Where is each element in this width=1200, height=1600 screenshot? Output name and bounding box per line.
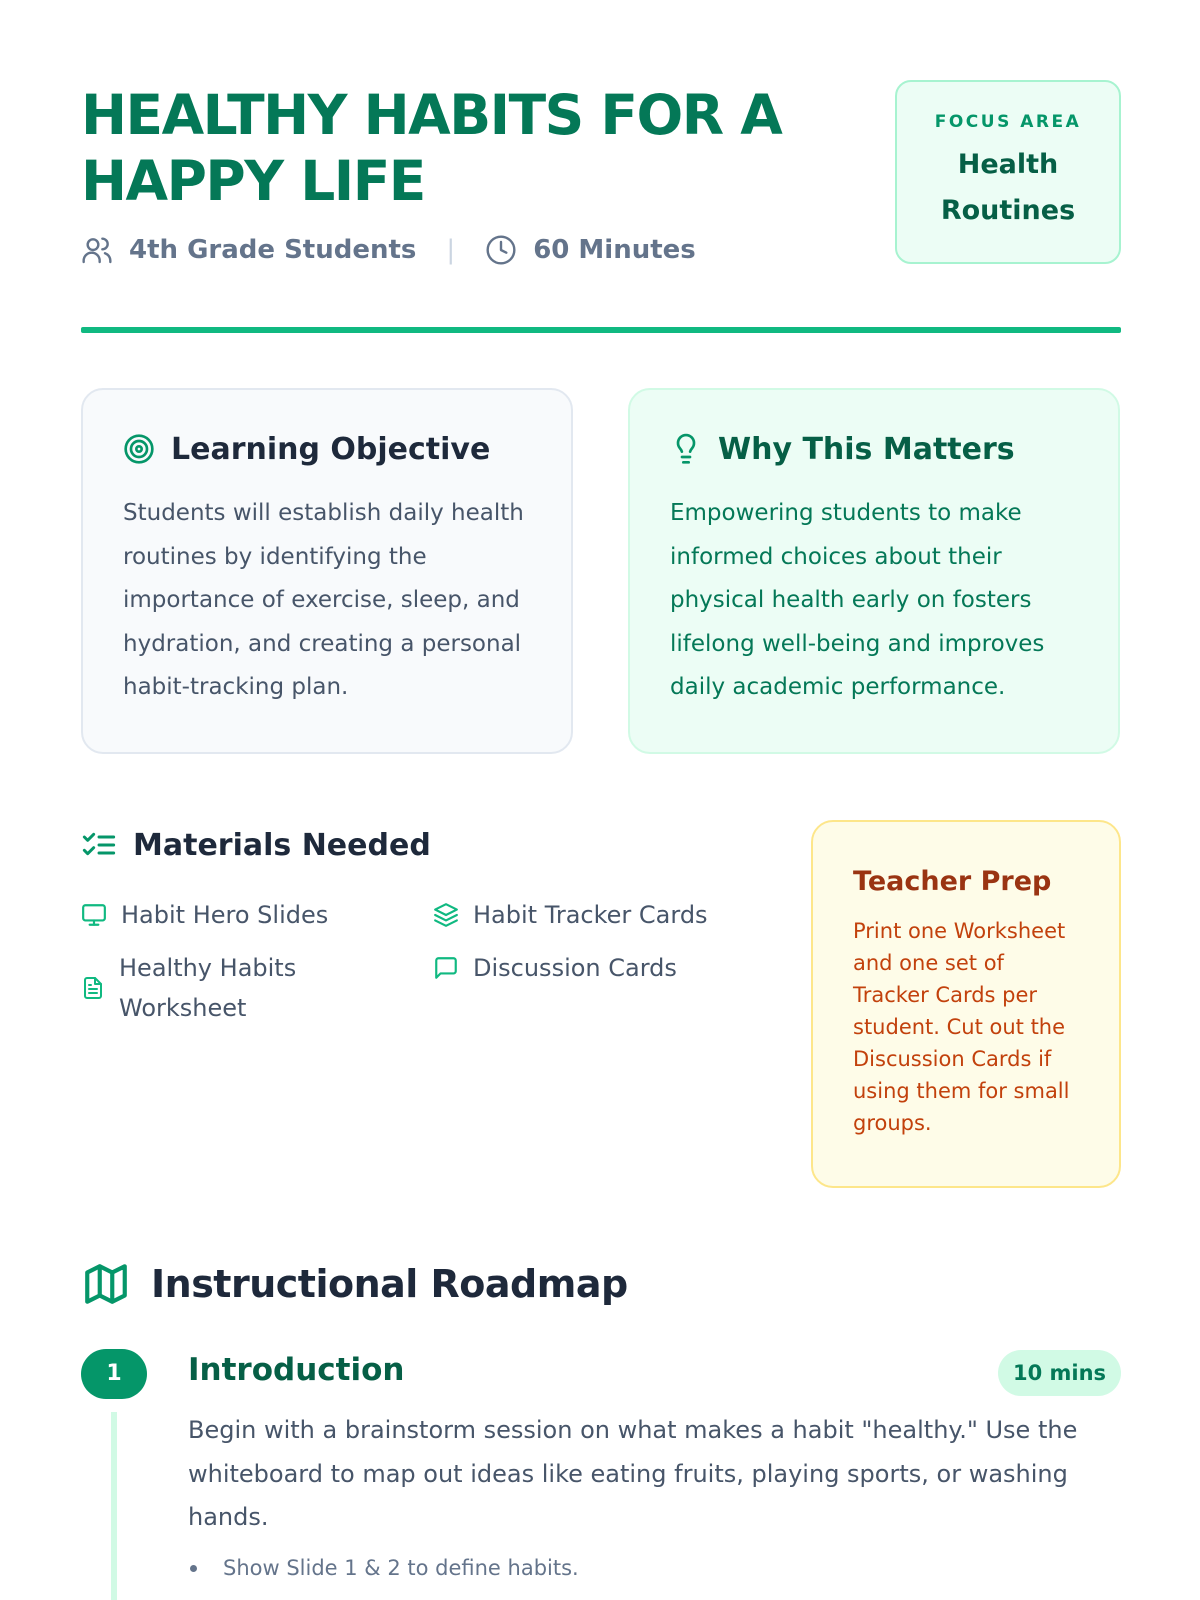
step-bullet-text: Show Slide 1 & 2 to define habits. bbox=[223, 1556, 579, 1580]
material-label: Discussion Cards bbox=[473, 954, 677, 982]
learning-objective-card bbox=[81, 388, 573, 754]
lightbulb-icon bbox=[670, 433, 702, 465]
why-this-matters-card bbox=[628, 388, 1120, 754]
timeline-line bbox=[111, 1412, 117, 1600]
learning-objective-text: Students will establish daily health routines by identifying the importance of exercise, sleep, and hydration, and creating a personal habit-tracking plan. bbox=[123, 500, 524, 700]
step-duration-badge: 10 mins bbox=[998, 1350, 1121, 1396]
duration-text: 60 Minutes bbox=[533, 235, 696, 265]
materials-header bbox=[81, 822, 431, 868]
step-bullet-item bbox=[188, 1556, 579, 1580]
audience-text: 4th Grade Students bbox=[129, 235, 417, 265]
users-icon bbox=[81, 234, 113, 266]
why-this-matters-title: Why This Matters bbox=[718, 431, 1015, 467]
step-description: Begin with a brainstorm session on what makes a habit "healthy." Use the whiteboard to map out ideas like eating fruits, playing sports, or washing hands. bbox=[188, 1416, 1078, 1531]
document-icon bbox=[81, 975, 105, 1001]
roadmap-header bbox=[81, 1256, 628, 1312]
why-this-matters-text: Empowering students to make informed choices about their physical health early on fosters lifelong well-being and improves daily academic performance. bbox=[670, 500, 1045, 700]
lesson-plan-page bbox=[81, 0, 1121, 1600]
roadmap-title: Instructional Roadmap bbox=[151, 1262, 628, 1306]
page-title: HEALTHY HABITS FOR A HAPPY LIFE bbox=[81, 83, 782, 213]
material-item bbox=[433, 895, 708, 935]
bullet-dot bbox=[190, 1565, 197, 1572]
step-number-badge: 1 bbox=[81, 1349, 147, 1399]
teacher-prep-text: Print one Worksheet and one set of Tracker Cards per student. Cut out the Discussion Cards if using them for small groups. bbox=[853, 919, 1070, 1135]
material-label: Habit Tracker Cards bbox=[473, 901, 708, 929]
material-item bbox=[433, 948, 677, 988]
header-divider bbox=[81, 327, 1121, 333]
focus-area-value: Health Routines bbox=[940, 149, 1076, 226]
focus-area-badge bbox=[895, 80, 1121, 264]
material-item bbox=[81, 895, 328, 935]
meta-separator: | bbox=[446, 235, 456, 265]
lesson-meta bbox=[81, 230, 696, 270]
monitor-icon bbox=[81, 902, 107, 928]
teacher-prep-title: Teacher Prep bbox=[853, 866, 1052, 897]
material-item bbox=[81, 948, 381, 1028]
materials-title: Materials Needed bbox=[133, 827, 431, 863]
learning-objective-title: Learning Objective bbox=[171, 431, 491, 467]
step-title: Introduction bbox=[188, 1352, 405, 1388]
focus-area-label: FOCUS AREA bbox=[934, 112, 1082, 132]
material-label: Habit Hero Slides bbox=[121, 901, 329, 929]
list-checks-icon bbox=[81, 829, 117, 861]
layers-icon bbox=[433, 902, 459, 928]
clock-icon bbox=[485, 234, 517, 266]
material-label: Healthy Habits Worksheet bbox=[119, 954, 297, 1022]
map-icon bbox=[81, 1259, 131, 1309]
message-square-icon bbox=[433, 955, 459, 981]
teacher-prep-card bbox=[811, 820, 1121, 1188]
target-icon bbox=[123, 433, 155, 465]
